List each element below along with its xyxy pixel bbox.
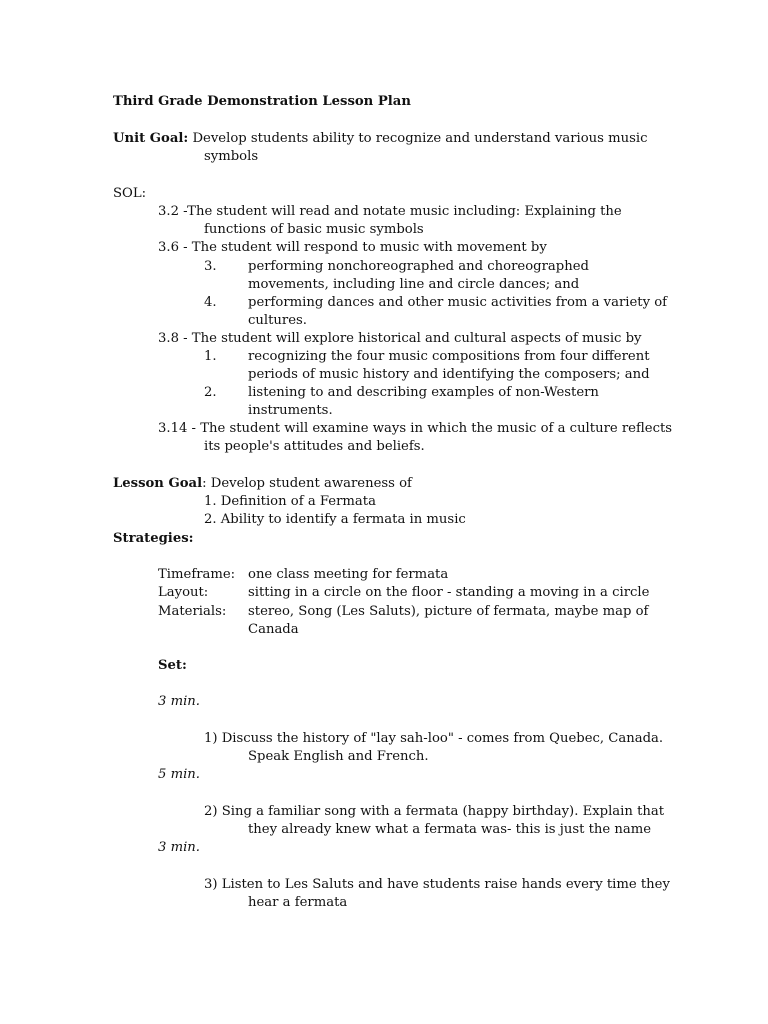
sol-3-6-item-number: 3.: [204, 259, 217, 274]
strategy-value: sitting in a circle on the floor - standing a moving in a circle: [248, 585, 650, 600]
step-text: 1) Discuss the history of "lay sah-loo" - comes from Quebec, Canada.: [204, 731, 664, 746]
sol-3-8-item-continued: instruments.: [248, 403, 333, 418]
sol-3-2: 3.2 -The student will read and notate music including: Explaining the: [158, 204, 622, 219]
strategy-key: Materials:: [158, 604, 227, 619]
document-title: Third Grade Demonstration Lesson Plan: [113, 94, 411, 109]
strategy-value: one class meeting for fermata: [248, 567, 449, 582]
strategy-key: Layout:: [158, 585, 209, 600]
strategy-value-continued: Canada: [248, 622, 299, 637]
step-text-continued: hear a fermata: [248, 895, 348, 910]
step-text: 2) Sing a familiar song with a fermata (happy birthday). Explain that: [204, 804, 665, 819]
lesson-goal-item: 1. Definition of a Fermata: [204, 494, 376, 509]
unit-goal-text: Develop students ability to recognize and understand various music: [192, 131, 648, 146]
sol-3-14-continued: its people's attitudes and beliefs.: [204, 439, 425, 454]
sol-3-6-item: performing nonchoreographed and choreographed: [248, 259, 589, 274]
unit-goal-line: [113, 130, 648, 148]
lesson-goal-item: 2. Ability to identify a fermata in music: [204, 512, 466, 527]
unit-goal-text-continued: symbols: [204, 149, 259, 164]
sol-3-6-item-number: 4.: [204, 295, 217, 310]
sol-3-8-item-number: 1.: [204, 349, 217, 364]
sol-3-6: 3.6 - The student will respond to music with movement by: [158, 240, 547, 255]
step-time: 5 min.: [158, 767, 200, 782]
lesson-goal-line: [113, 475, 412, 493]
step-time: 3 min.: [158, 840, 200, 855]
sol-3-6-item-continued: cultures.: [248, 313, 307, 328]
step-text-continued: Speak English and French.: [248, 749, 429, 764]
sol-3-6-item: performing dances and other music activities from a variety of: [248, 295, 668, 310]
step-text: 3) Listen to Les Saluts and have students raise hands every time they: [204, 877, 670, 892]
lesson-goal-label: Lesson Goal: [113, 476, 203, 491]
sol-3-6-item-continued: movements, including line and circle dances; and: [248, 277, 580, 292]
strategies-heading: Strategies:: [113, 531, 194, 546]
unit-goal-label: Unit Goal:: [113, 131, 189, 146]
sol-label: SOL:: [113, 186, 147, 201]
sol-3-8: 3.8 - The student will explore historical and cultural aspects of music by: [158, 331, 642, 346]
sol-3-8-item-number: 2.: [204, 385, 217, 400]
sol-3-8-item-continued: periods of music history and identifying the composers; and: [248, 367, 650, 382]
strategy-key: Timeframe:: [158, 567, 236, 582]
strategy-value: stereo, Song (Les Saluts), picture of fermata, maybe map of: [248, 604, 649, 619]
sol-3-8-item: recognizing the four music compositions from four different: [248, 349, 650, 364]
step-time: 3 min.: [158, 694, 200, 709]
sol-3-2-continued: functions of basic music symbols: [204, 222, 424, 237]
set-heading: Set:: [158, 658, 187, 673]
step-text-continued: they already knew what a fermata was- this is just the name: [248, 822, 652, 837]
sol-3-8-item: listening to and describing examples of non-Western: [248, 385, 599, 400]
lesson-goal-text: : Develop student awareness of: [202, 476, 412, 491]
sol-3-14: 3.14 - The student will examine ways in which the music of a culture reflects: [158, 421, 673, 436]
